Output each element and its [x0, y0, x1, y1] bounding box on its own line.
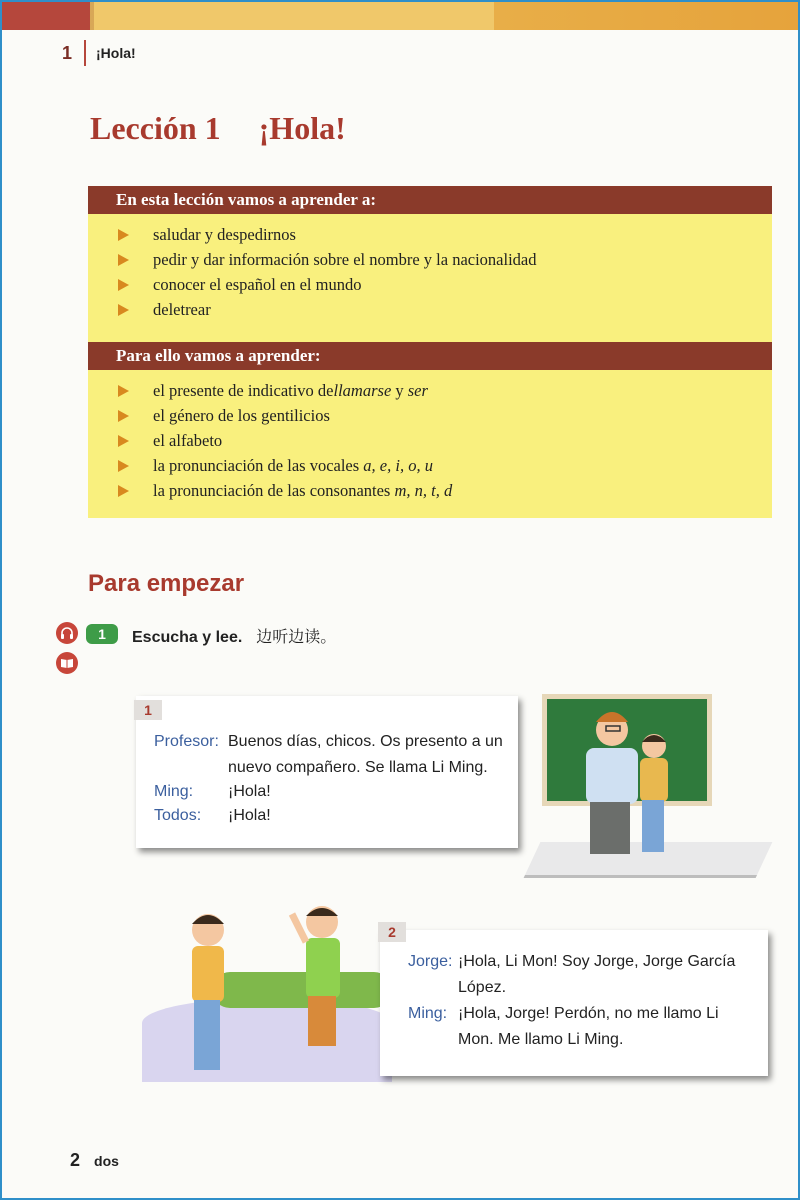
dialog-text: López.	[458, 979, 507, 996]
dialog-text: Buenos días, chicos. Os presento a un	[228, 733, 503, 750]
bullet-arrow-icon	[118, 460, 129, 472]
exercise-number-badge: 1	[86, 624, 118, 644]
dialog-text: ¡Hola, Jorge! Perdón, no me llamo Li	[458, 1005, 719, 1022]
top-color-band	[2, 2, 798, 30]
list-item: el presente de indicativo de llamarse y ser	[118, 378, 452, 403]
lesson-name: ¡Hola!	[258, 110, 346, 146]
header-lesson-number: 1	[62, 42, 73, 63]
bullet-arrow-icon	[118, 279, 129, 291]
dialog-line: Profesor:	[154, 733, 219, 750]
page-number-word: dos	[94, 1153, 119, 1169]
means-heading: Para ello vamos a aprender:	[88, 342, 772, 370]
bullet-arrow-icon	[118, 410, 129, 422]
list-item: deletrear	[118, 297, 537, 322]
lesson-label: Lección 1	[90, 110, 221, 146]
dialog-line: Ming:	[408, 1005, 448, 1022]
objectives-box	[88, 186, 772, 518]
exercise-icons	[56, 622, 78, 682]
means-list	[118, 378, 452, 503]
running-header	[62, 42, 136, 64]
teacher-and-student-illustration	[572, 702, 682, 862]
dialog-number: 2	[378, 922, 406, 942]
bullet-arrow-icon	[118, 229, 129, 241]
dialog-text: Mon. Me llamo Li Ming.	[458, 1031, 624, 1048]
list-item: la pronunciación de las consonantes m, n, t, d	[118, 478, 452, 503]
list-item: el género de los gentilicios	[118, 403, 452, 428]
exercise-instruction: Escucha y lee. 边听边读。	[132, 629, 337, 646]
dialog-line: Todos:	[154, 807, 202, 824]
page-footer	[70, 1150, 119, 1171]
page-number: 2	[70, 1150, 81, 1170]
dialog-text: nuevo compañero. Se llama Li Ming.	[228, 759, 488, 776]
section-title: Para empezar	[88, 570, 245, 597]
bullet-arrow-icon	[118, 254, 129, 266]
textbook-page	[2, 2, 798, 1198]
dialog-text: ¡Hola, Li Mon! Soy Jorge, Jorge García	[458, 953, 736, 970]
dialog-text: ¡Hola!	[228, 783, 271, 800]
header-divider	[84, 40, 86, 66]
bullet-arrow-icon	[118, 485, 129, 497]
bullet-arrow-icon	[118, 385, 129, 397]
dialog-line: Jorge:	[408, 953, 453, 970]
boys-walking-illustration	[172, 900, 372, 1080]
goals-heading: En esta lección vamos a aprender a:	[88, 186, 772, 214]
bullet-arrow-icon	[118, 304, 129, 316]
book-icon[interactable]	[56, 652, 78, 674]
top-band-light	[94, 2, 494, 30]
bullet-arrow-icon	[118, 435, 129, 447]
dialog-text: ¡Hola!	[228, 807, 271, 824]
headphones-icon[interactable]	[56, 622, 78, 644]
list-item: conocer el español en el mundo	[118, 272, 537, 297]
top-band-accent	[2, 2, 90, 30]
dialog-line: Ming:	[154, 783, 194, 800]
header-lesson-title: ¡Hola!	[96, 45, 136, 61]
dialog-number: 1	[134, 700, 162, 720]
lesson-title	[90, 110, 346, 147]
goals-list	[118, 222, 537, 322]
list-item: pedir y dar información sobre el nombre y la nacionalidad	[118, 247, 537, 272]
list-item: el alfabeto	[118, 428, 452, 453]
list-item: saludar y despedirnos	[118, 222, 537, 247]
list-item: la pronunciación de las vocales a, e, i, o, u	[118, 453, 452, 478]
